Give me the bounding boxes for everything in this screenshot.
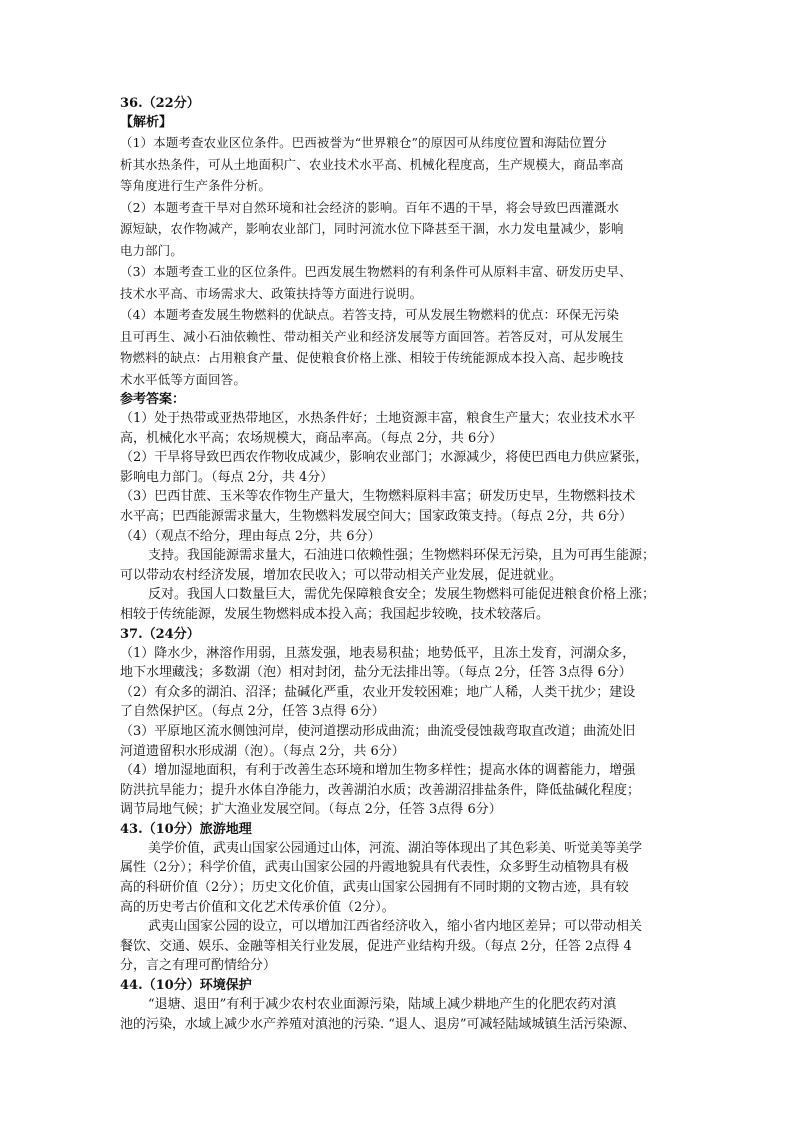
answer-line: 防洪抗旱能力；提升水体自净能力，改善湖泊水质；改善湖沼排盐条件，降低盐碱化程度； [120, 782, 641, 798]
analysis-line: 源短缺，农作物减产，影响农业部门，同时河流水位下降甚至干涸，水力发电量减少，影响 [120, 221, 624, 236]
answer-line: （2）有众多的湖泊、沼泽；盐碱化严重，农业开发较困难；地广人稀，人类干扰少；建设 [120, 684, 636, 700]
answer-line: “退塘、退田”有利于减少农村农业面源污染，陆域上减少耕地产生的化肥农药对滇 [148, 997, 617, 1013]
analysis-line: 电力部门。 [120, 242, 183, 258]
analysis-line: 析其水热条件，可从土地面积广、农业技术水平高、机械化程度高，生产规模大，商品率高 [120, 156, 624, 172]
answer-line: （2）干旱将导致巴西农作物收成减少，影响农业部门；水源减少，将使巴西电力供应紧张， [120, 450, 649, 466]
oppose-line: 反对。我国人口数量巨大，需优先保障粮食安全；发展生物燃料可能促进粮食价格上涨； [148, 587, 656, 603]
answer-line: 水平高；巴西能源需求量大，生物燃料发展空间大；国家政策支持。（每点 2分，共 6分） [120, 508, 633, 524]
analysis-line: （2）本题考查干旱对自然环境和社会经济的影响。百年不遇的干旱，将会导致巴西灌溉水 [120, 199, 620, 215]
support-line: 支持。我国能源需求量大，石油进口依赖性强；生物燃料环保无污染，且为可再生能源； [148, 548, 656, 564]
answer-line: （4）（观点不给分，理由每点 2分，共 6分） [120, 528, 381, 544]
answer-line: （1）处于热带或亚热带地区，水热条件好；土地资源丰富，粮食生产量大；农业技术水平 [120, 411, 636, 426]
answer-line: 地下水埋藏浅；多数湖（泡）相对封闭，盐分无法排出等。（每点 2分，任答 3点得 6分） [120, 665, 632, 681]
answer-line: （3）巴西甘蔗、玉米等农作物生产量大，生物燃料原料丰富；研发历史早，生物燃料技术 [120, 489, 636, 505]
q44-answers [120, 995, 680, 1034]
q37-title: 37.（24分） [120, 626, 200, 642]
q36-answer-label: 参考答案： [120, 392, 186, 407]
q36-analysis [120, 132, 680, 390]
oppose-line: 相较于传统能源，发展生物燃料成本投入高；我国起步较晚，技术较落后。 [120, 606, 550, 622]
answer-line: （3）平原地区流水侧蚀河岸，使河道摆动形成曲流；曲流受侵蚀裁弯取直改道；曲流处旧 [120, 723, 636, 739]
q36-title: 36.（22分） [120, 96, 200, 111]
q44-title: 44.（10分）环境保护 [120, 978, 252, 994]
q36-analysis-label: 【解析】 [120, 115, 173, 130]
analysis-line: （4）本题考查发展生物燃料的优缺点。若答支持，可从发展生物燃料的优点：环保无污染 [120, 307, 620, 322]
q37-answers [120, 644, 680, 820]
answer-line: 了自然保护区。（每点 2分，任答 3点得 6分） [120, 704, 385, 720]
analysis-line: 技术水平高、市场需求大、政策扶持等方面进行说明。 [120, 285, 423, 301]
answer-line: 调节局地气候；扩大渔业发展空间。（每点 2分，任答 3点得 6分） [120, 802, 502, 818]
answer-line: （4）增加湿地面积，有利于改善生态环境和增加生物多样性；提高水体的调蓄能力，增强 [120, 763, 636, 779]
document-body [120, 94, 680, 1034]
answer-line: 影响电力部门。（每点 2分，共 4分） [120, 469, 334, 485]
q36-answers [120, 409, 680, 625]
support-line: 可以带动农村经济发展，增加农民收入；可以带动相关产业发展，促进就业。 [120, 567, 563, 583]
analysis-line: 等角度进行生产条件分析。 [120, 178, 272, 193]
answer-line: 餐饮、交通、娱乐、金融等相关行业发展，促进产业结构升级。（每点 2分，任答 2点得 4 [120, 938, 632, 954]
answer-line: 高的科研价值（2分）；历史文化价值，武夷山国家公园拥有不同时期的文物古迹，具有较 [120, 880, 629, 896]
analysis-line: 术水平低等方面回答。 [120, 371, 246, 387]
analysis-line: 物燃料的缺点：占用粮食产量、促使粮食价格上涨、相较于传统能源成本投入高、起步晚技 [120, 350, 624, 365]
answer-line: 分，言之有理可酌情给分） [120, 958, 277, 974]
analysis-line: （3）本题考查工业的区位条件。巴西发展生物燃料的有利条件可从原料丰富、研发历史早、 [120, 264, 632, 279]
answer-line: 美学价值，武夷山国家公园通过山体，河流、湖泊等体现出了其色彩美、听觉美等美学 [148, 840, 643, 856]
analysis-line: 且可再生、减小石油依赖性、带动相关产业和经济发展等方面回答。若答反对，可从发展生 [120, 328, 624, 344]
answer-line: （1）降水少，淋溶作用弱，且蒸发强，地表易积盐；地势低平，且冻土发育，河湖众多， [120, 645, 636, 661]
answer-line: 河道遗留积水形成湖（泡）。（每点 2分，共 6分） [120, 743, 405, 759]
answer-line: 属性（2分）；科学价值，武夷山国家公园的丹霞地貌具有代表性，众多野生动植物具有极 [120, 860, 629, 876]
answer-line: 高的历史考古价值和文化艺术传承价值（2分）。 [120, 899, 395, 915]
answer-line: 池的污染，水域上减少水产养殖对滇池的污染. “退人、退房”可减轻陆域城镇生活污染源、 [120, 1016, 636, 1032]
answer-line: 武夷山国家公园的设立，可以增加江西省经济收入，缩小省内地区差异；可以带动相关 [148, 919, 643, 935]
q43-title: 43.（10分）旅游地理 [120, 821, 252, 837]
analysis-line: （1）本题考查农业区位条件。巴西被誉为“世界粮仓”的原因可从纬度位置和海陆位置分 [120, 135, 608, 150]
q43-answers [120, 839, 680, 976]
answer-line: 高，机械化水平高；农场规模大，商品率高。（每点 2分，共 6分） [120, 430, 503, 446]
